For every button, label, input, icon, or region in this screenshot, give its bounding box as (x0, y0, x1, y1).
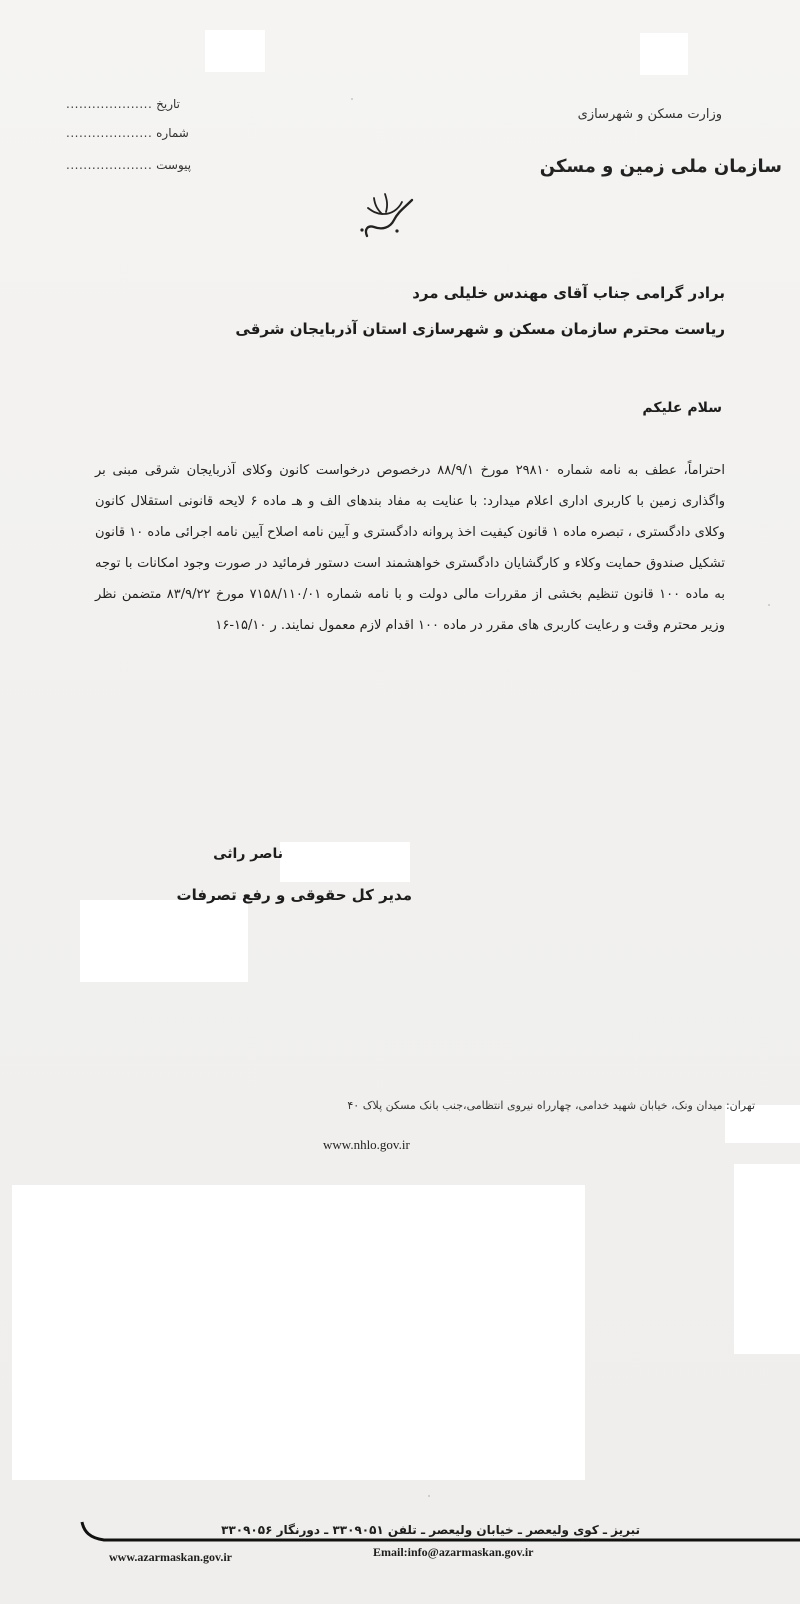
footer-address: تهران: میدان ونک، خیابان شهید خدامی، چهارراه نیروی انتظامی،جنب بانک مسکن پلاک ۴۰ (347, 1099, 755, 1112)
contact-line: تبریز ـ کوی ولیعصر ـ خیابان ولیعصر ـ تلفن ۳۳۰۹۰۵۱ ـ دورنگار ۳۳۰۹۰۵۶ (221, 1523, 640, 1537)
number-field (66, 126, 226, 140)
footer-website: www.nhlo.gov.ir (323, 1137, 410, 1152)
date-label: تاریخ (156, 97, 181, 111)
date-placeholder: .................... (66, 97, 153, 111)
redaction-block (12, 1185, 585, 1480)
signer-title: مدیر کل حقوقی و رفع تصرفات (176, 886, 412, 904)
scan-speck (351, 98, 353, 100)
contact-email: Email:info@azarmaskan.gov.ir (373, 1545, 534, 1559)
greeting: سلام علیکم (642, 400, 722, 416)
redaction-block (280, 842, 410, 882)
signer-name: ناصر راثی (213, 846, 283, 862)
addressee-line: برادر گرامی جناب آقای مهندس خلیلی مرد (412, 284, 725, 302)
redaction-block (80, 900, 248, 982)
number-label: شماره (156, 126, 189, 140)
redaction-block (640, 33, 688, 75)
scan-speck (428, 1495, 430, 1497)
organization-name: سازمان ملی زمین و مسکن (539, 156, 782, 177)
ministry-name: وزارت مسکن و شهرسازی (577, 107, 722, 122)
attachment-field (66, 158, 226, 172)
scan-speck (768, 604, 770, 606)
contact-website: www.azarmaskan.gov.ir (109, 1550, 232, 1564)
calligraphy-header-icon (344, 190, 424, 246)
number-placeholder: .................... (66, 126, 153, 140)
attachment-label: پیوست (156, 158, 192, 172)
addressee-title: ریاست محترم سازمان مسکن و شهرسازی استان آذربایجان شرقی (235, 320, 725, 338)
letter-body: احتراماً، عطف به نامه شماره ۲۹۸۱۰ مورخ ۸۸/۹/۱ درخصوص درخواست کانون وکلای آذربایجان شرقی مبنی بر واگذاری زمین با کاربری اداری اعلام میدارد: با عنایت به مفاد بندهای الف و هـ ماده ۶ لایحه قانونی استقلال کانون وکلای دادگستری ، تبصره ماده ۱ قانون کیفیت اخذ پروانه دادگستری و آیین نامه اصلاح آیین نامه اجرائی ماده ۱۰ قانون تشکیل صندوق حمایت وکلاء و کارگشایان دادگستری خواهشمند است دستور فرمائید در صورت وجود امکانات با توجه به ماده ۱۰۰ قانون تنظیم بخشی از مقررات مالی دولت و با نامه شماره ۷۱۵۸/۱۱۰/۰۱ مورخ ۸۳/۹/۲۲ متضمن نظر وزیر محترم وقت و رعایت کاربری های مقرر در ماده ۱۰۰ اقدام لازم معمول نمایند. ر ۱۵/۱۰-۱۶ (95, 463, 726, 633)
redaction-block (205, 30, 265, 72)
redaction-block (734, 1164, 800, 1354)
date-field (66, 97, 226, 111)
attachment-placeholder: .................... (66, 158, 153, 172)
